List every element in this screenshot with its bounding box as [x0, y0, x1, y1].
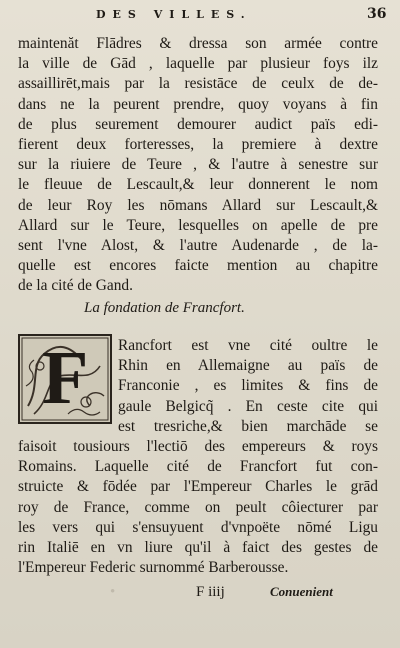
- text-line: est tresriche,& bien marchāde se: [118, 417, 378, 435]
- text-line: rin Italiē en vn liure qu'il à faict des gestes de: [18, 538, 378, 556]
- text-line: le fleuue de Lescault,& leur donnerent le nom: [18, 176, 378, 194]
- text-block-wrapped: [118, 336, 378, 437]
- text-line: gaule Belgicq̃ . En ceste cite qui: [118, 397, 378, 415]
- page-number: 36: [367, 6, 387, 22]
- text-line: struicte & fōdée par l'Empereur Charles le grād: [18, 478, 378, 496]
- text-line: quelle est encores faicte mention au chapitre: [18, 257, 378, 275]
- catchword: Conuenient: [270, 584, 333, 599]
- dropcap-letter: F: [42, 336, 89, 420]
- text-line: de plus seurement demourer audict païs edi-: [18, 115, 378, 133]
- show-through-text: •: [110, 584, 116, 600]
- text-line: sur la riuiere de Teure , & l'autre à senestre sur: [18, 156, 378, 174]
- text-line: l'Empereur Federic surnommé Barberousse.: [18, 559, 289, 577]
- decorated-initial: [18, 334, 112, 424]
- section-heading: La fondation de Francfort.: [84, 300, 245, 316]
- text-line: dans ne la peurent prendre, quoy voyans à fin: [18, 95, 378, 113]
- text-line: roy de France, comme on peult côiecturer par: [18, 498, 378, 516]
- text-line: assaillirēt,mais par la resistāce de ceulx de de-: [18, 75, 378, 93]
- text-line: sent l'vne Alost, & l'autre Audenarde , de la-: [18, 236, 378, 254]
- text-line: de leur Roy les nōmans Allard sur Lescault,&: [18, 196, 378, 214]
- text-line: Rancfort est vne cité oultre le: [118, 337, 378, 354]
- running-head: DES VILLES.: [96, 8, 252, 21]
- text-line: Romains. Laquelle cité de Francfort fut con-: [18, 458, 378, 476]
- signature-mark: F iiij: [196, 584, 225, 600]
- text-block-bottom: [18, 437, 378, 578]
- text-block-top: [18, 34, 378, 296]
- text-line: faisoit tousiours l'lectiō des empereurs & roys: [18, 438, 378, 455]
- text-line: les vers qui s'ensuyuent d'vnpoëte nōmé Ligu: [18, 518, 378, 536]
- text-line: Allard sur le Teure, lesquelles on apelle de pre: [18, 216, 378, 234]
- text-line: maintenăt Flādres & dressa son armée contre: [18, 35, 378, 52]
- text-line: Franconie , es limites & fins de: [118, 377, 378, 395]
- text-line: de la cité de Gand.: [18, 277, 133, 295]
- text-line: Rhin en Allemaigne au païs de: [118, 357, 378, 375]
- text-line: fierent deux forteresses, la premiere à dextre: [18, 135, 378, 153]
- text-line: la ville de Gād , laquelle par plusieur foys ilz: [18, 55, 378, 73]
